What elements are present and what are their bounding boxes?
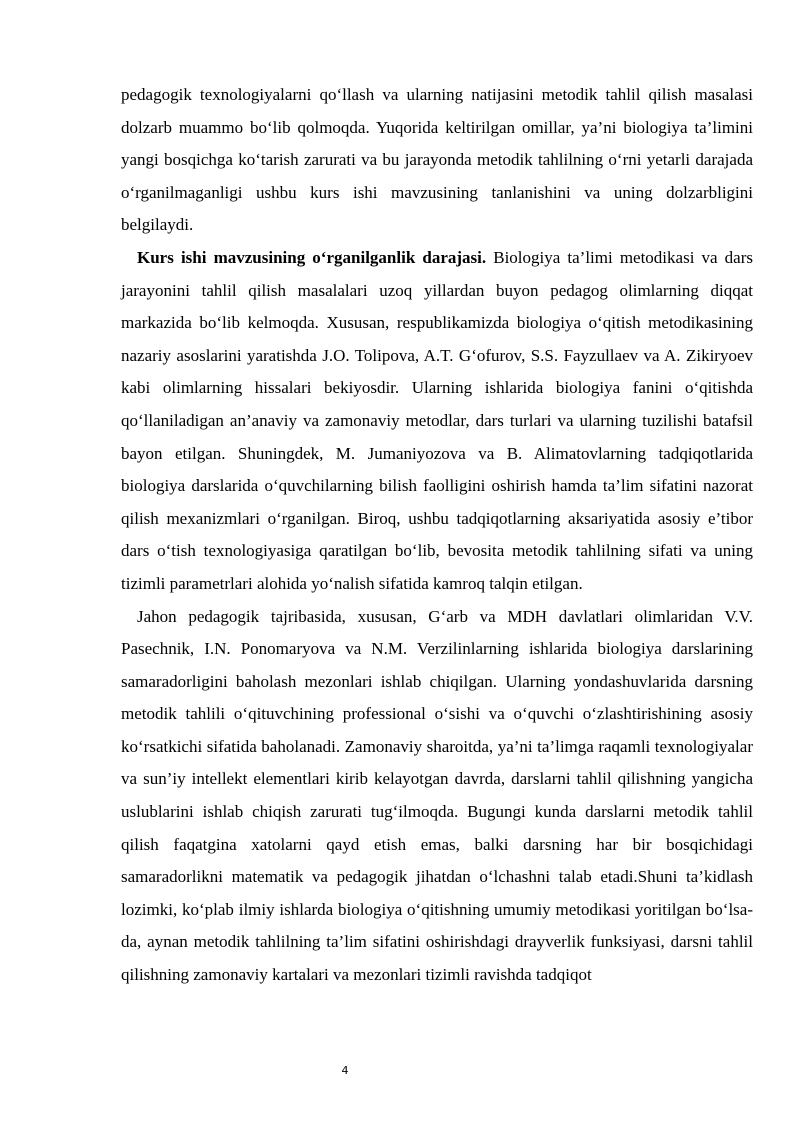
document-body [121, 79, 753, 992]
section-heading-inline: Kurs ishi mavzusining o‘rganilganlik darajasi. [137, 247, 487, 267]
paragraph-world-experience: Jahon pedagogik tajribasida, xususan, G‘arb va MDH davlatlari olimlaridan V.V. Pasechnik, I.N. Ponomaryova va N.M. Verzilinlarning ishlarida biologiya darslarining samaradorligini baholash mezonlari ishlab chiqilgan. Ularning yondashuvlarida darsning metodik tahlili o‘qituvchining professional o‘sishi va o‘quvchi o‘zlashtirishining asosiy ko‘rsatkichi sifatida baholanadi. Zamonaviy sharoitda, ya’ni ta’limga raqamli texnologiyalar va sun’iy intellekt elementlari kirib kelayotgan davrda, darslarni tahlil qilishning yangicha uslublarini ishlab chiqish zarurati tug‘ilmoqda. Bugungi kunda darslarni metodik tahlil qilish faqatgina xatolarni qayd etish emas, balki darsning har bir bosqichidagi samaradorlikni matematik va pedagogik jihatdan o‘lchashni talab etadi.Shuni ta’kidlash lozimki, ko‘plab ilmiy ishlarda biologiya o‘qitishning umumiy metodikasi yoritilgan bo‘lsa-da, aynan metodik tahlilning ta’lim sifatini oshirishdagi drayverlik funksiyasi, darsni tahlil qilishning zamonaviy kartalari va mezonlari tizimli ravishda tadqiqot [121, 606, 753, 985]
paragraph-continuation: pedagogik texnologiyalarni qo‘llash va ularning natijasini metodik tahlil qilish masalasi dolzarb muammo bo‘lib qolmoqda. Yuqorida keltirilgan omillar, ya’ni biologiya ta’limini yangi bosqichga ko‘tarish zarurati va bu jarayonda metodik tahlilning o‘rni yetarli darajada o‘rganilmaganligi ushbu kurs ishi mavzusining tanlanishini va uning dolzarbligini belgilaydi. [121, 85, 753, 235]
paragraph-text: Biologiya ta’limi metodikasi va dars jarayonini tahlil qilish masalalari uzoq yillardan buyon pedagog olimlarning diqqat markazida bo‘lib kelmoqda. Xususan, respublikamizda biologiya o‘qitish metodikasining nazariy asoslarini yaratishda J.O. Tolipova, A.T. G‘ofurov, S.S. Fayzullaev va A. Zikiryoev kabi olimlarning hissalari bekiyosdir. Ularning ishlarida biologiya fanini o‘qitishda qo‘llaniladigan an’anaviy va zamonaviy metodlar, dars turlari va ularning tuzilishi batafsil bayon etilgan. Shuningdek, M. Jumaniyozova va B. Alimatovlarning tadqiqotlarida biologiya darslarida o‘quvchilarning bilish faolligini oshirish hamda ta’lim sifatini nazorat qilish mexanizmlari o‘rganilgan. Biroq, ushbu tadqiqotlarning aksariyatida asosiy e’tibor dars o‘tish texnologiyasiga qaratilgan bo‘lib, bevosita metodik tahlilning sifati va uning tizimli parametrlari alohida yo‘nalish sifatida kamroq talqin etilgan. [121, 247, 753, 593]
page-number: 4 [341, 1064, 349, 1077]
paragraph-literature-review [121, 242, 753, 601]
